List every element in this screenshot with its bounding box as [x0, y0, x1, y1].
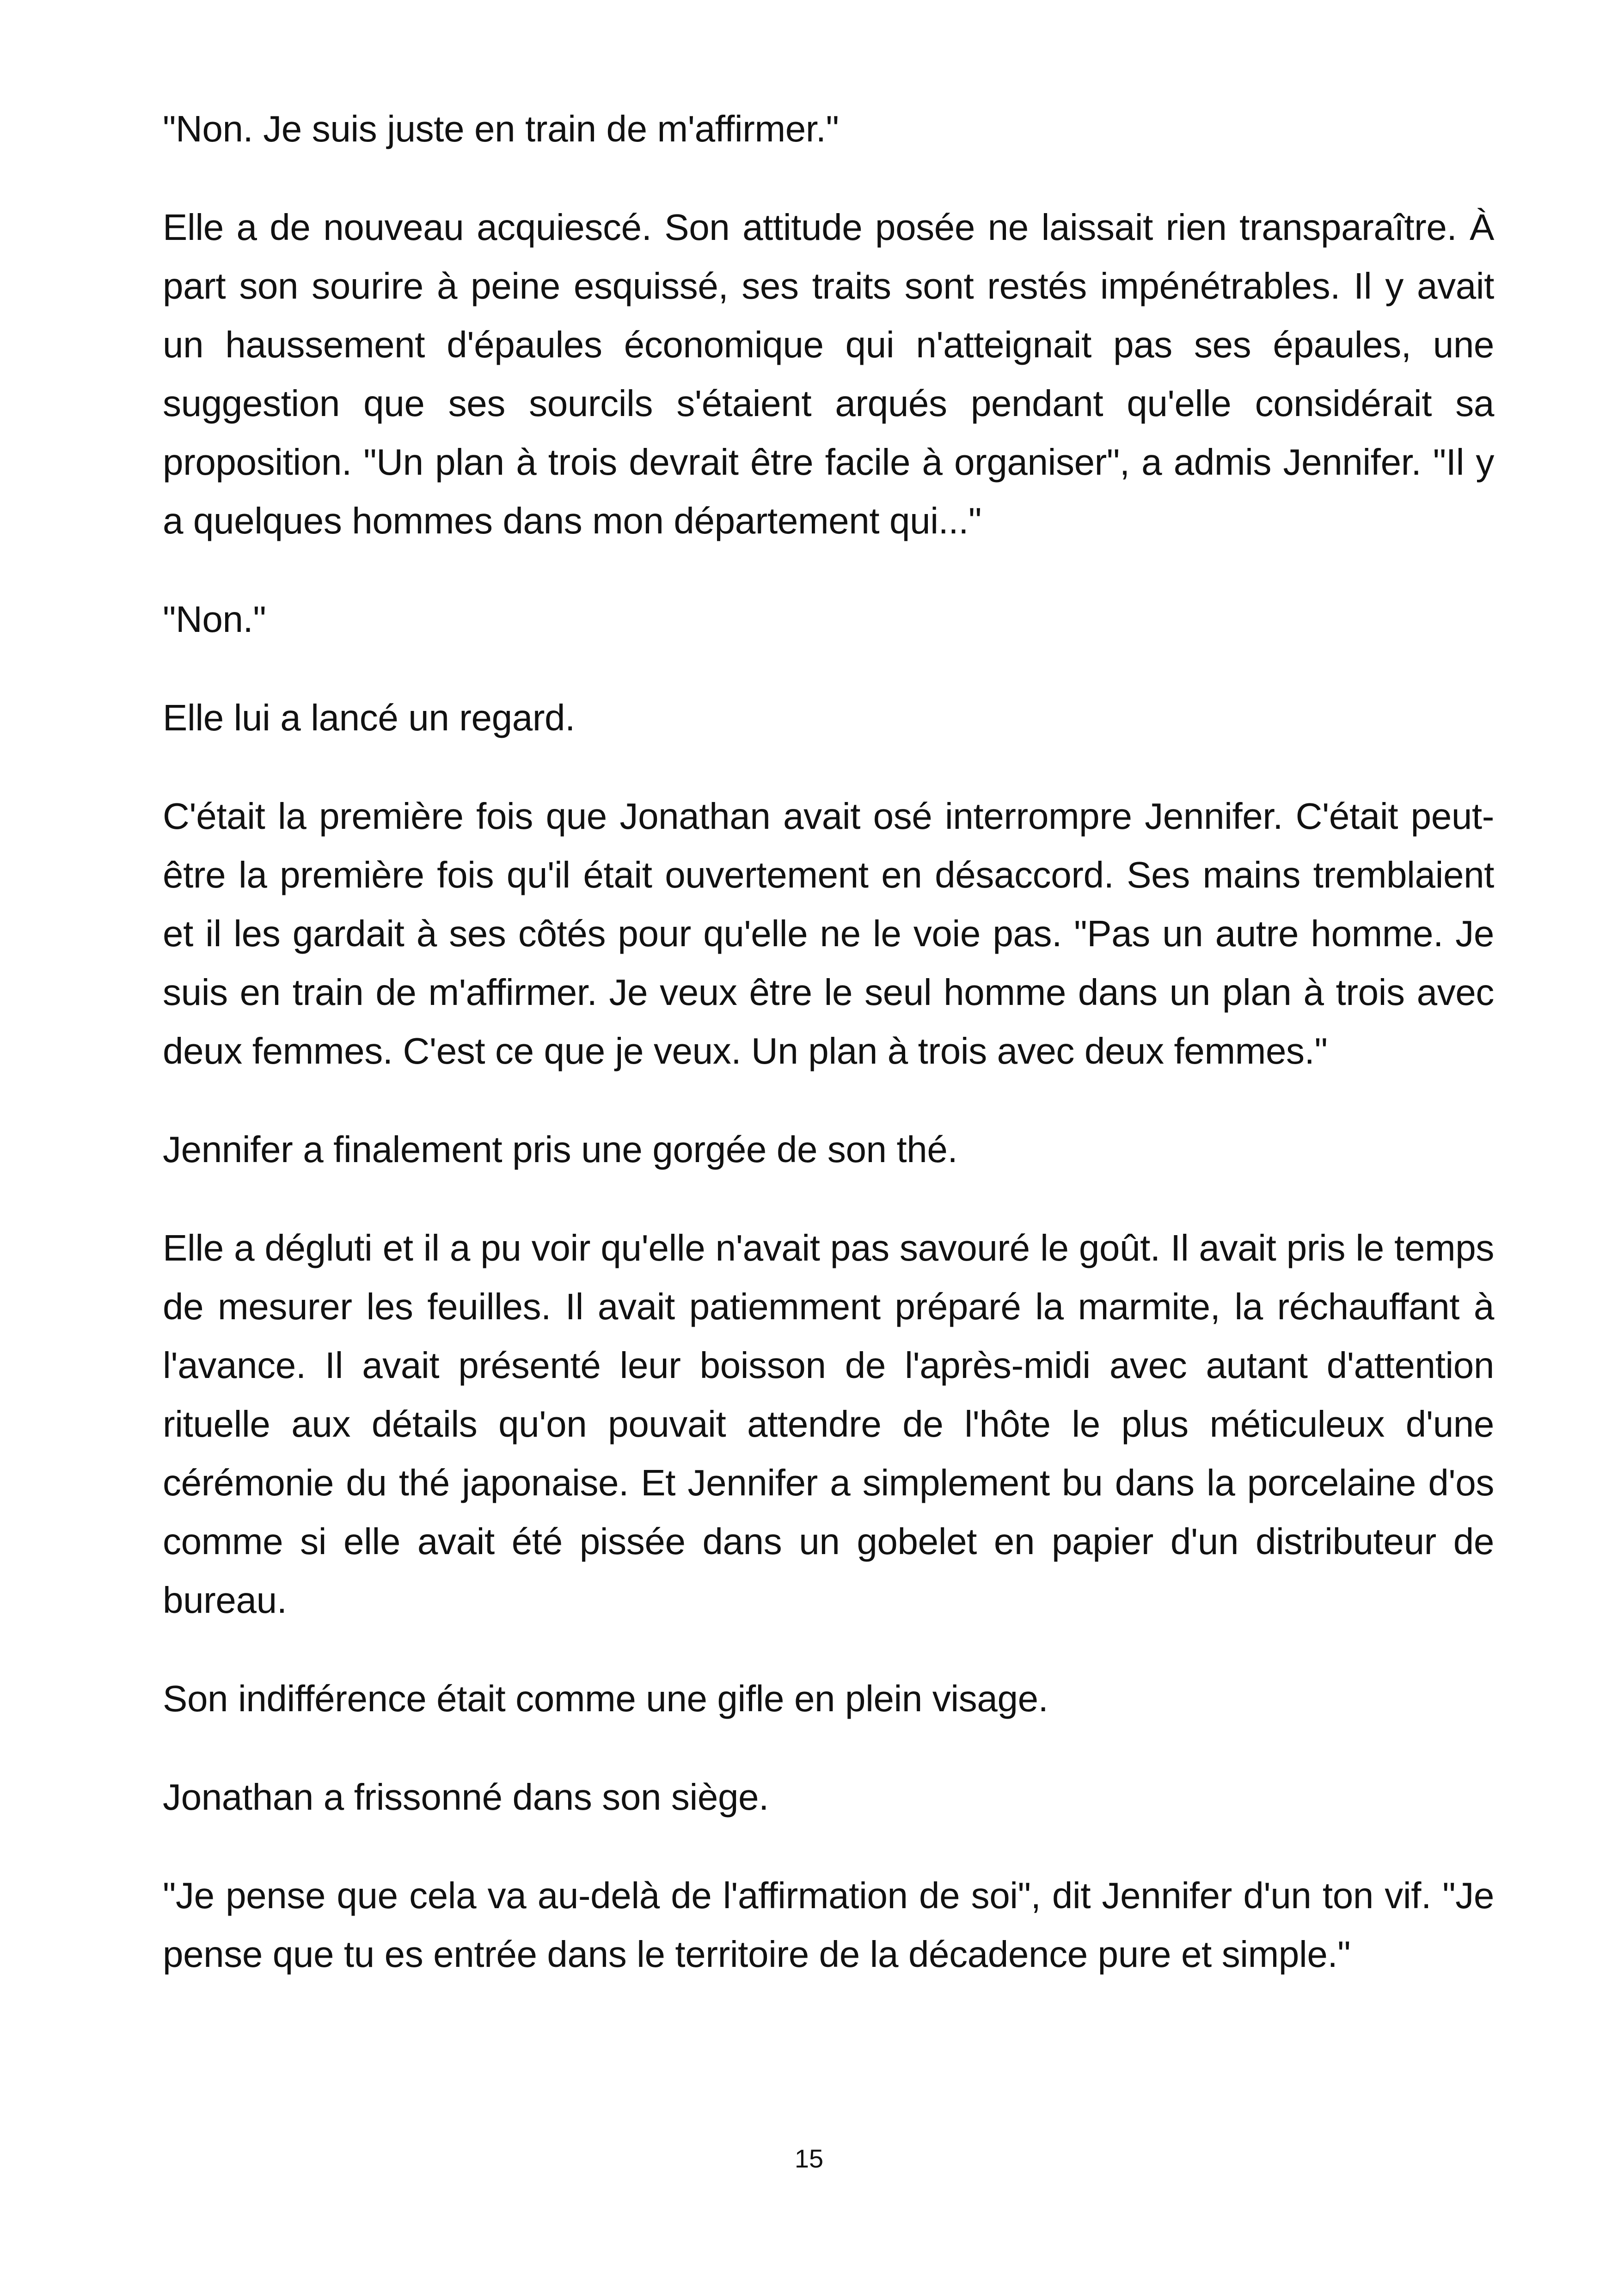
paragraph: "Non." [163, 599, 266, 640]
paragraph: Jennifer a finalement pris une gorgée de son thé. [163, 1129, 958, 1170]
page-body [163, 99, 1494, 2023]
paragraph: Jonathan a frissonné dans son siège. [163, 1776, 769, 1818]
paragraph: "Non. Je suis juste en train de m'affirmer." [163, 108, 839, 149]
paragraph: Elle a de nouveau acquiescé. Son attitude posée ne laissait rien transparaître. À part son sourire à peine esquissé, ses traits sont restés impénétrables. Il y avait un haussement d'épaules économique qui n'atteignait pas ses épaules, une suggestion que ses sourcils s'étaient arqués pendant qu'elle considérait sa proposition. "Un plan à trois devrait être facile à organiser", a admis Jennifer. "Il y a quelques hommes dans mon département qui..." [163, 207, 1494, 541]
page-number: 15 [794, 2144, 824, 2173]
paragraph: Elle lui a lancé un regard. [163, 697, 575, 738]
paragraph: C'était la première fois que Jonathan avait osé interrompre Jennifer. C'était peut-être la première fois qu'il était ouvertement en désaccord. Ses mains tremblaient et il les gardait à ses côtés pour qu'elle ne le voie pas. "Pas un autre homme. Je suis en train de m'affirmer. Je veux être le seul homme dans un plan à trois avec deux femmes. C'est ce que je veux. Un plan à trois avec deux femmes." [163, 796, 1494, 1071]
paragraph: Elle a dégluti et il a pu voir qu'elle n'avait pas savouré le goût. Il avait pris le temps de mesurer les feuilles. Il avait patiemment préparé la marmite, la réchauffant à l'avance. Il avait présenté leur boisson de l'après-midi avec autant d'attention rituelle aux détails qu'on pouvait attendre de l'hôte le plus méticuleux d'une cérémonie du thé japonaise. Et Jennifer a simplement bu dans la porcelaine d'os comme si elle avait été pissée dans un gobelet en papier d'un distributeur de bureau. [163, 1227, 1494, 1621]
paragraph: Son indifférence était comme une gifle en plein visage. [163, 1678, 1048, 1719]
paragraph: "Je pense que cela va au-delà de l'affirmation de soi", dit Jennifer d'un ton vif. "Je pense que tu es entrée dans le territoire de la décadence pure et simple." [163, 1875, 1494, 1975]
